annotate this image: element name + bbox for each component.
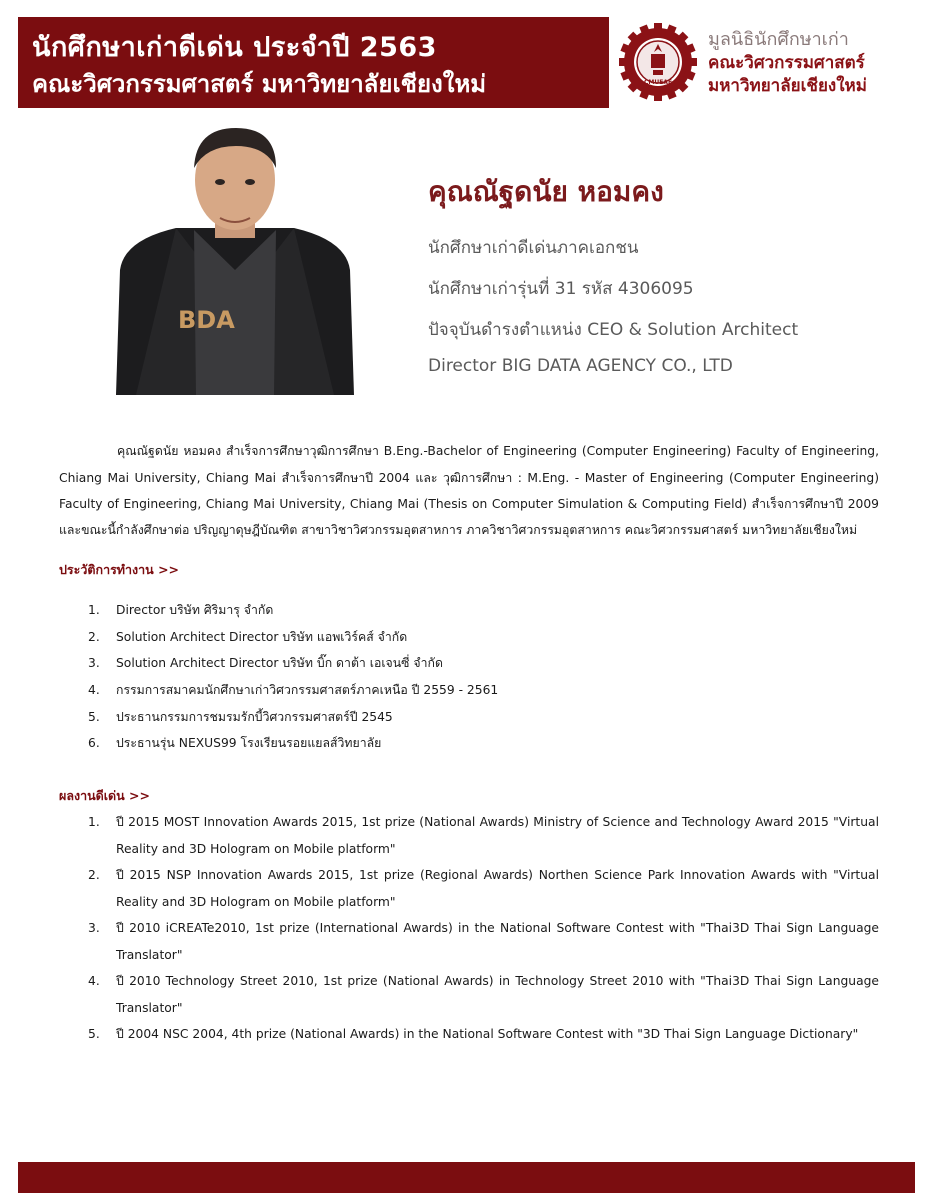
banner-title: นักศึกษาเก่าดีเด่น ประจำปี 2563 <box>32 32 437 63</box>
alumni-batch: นักศึกษาเก่ารุ่นที่ 31 รหัส 4306095 <box>428 279 694 299</box>
foundation-name <box>708 28 867 98</box>
work-history-heading: ประวัติการทำงาน >> <box>59 562 180 577</box>
footer-bar <box>18 1162 915 1193</box>
title-banner <box>18 17 609 108</box>
awards-list <box>59 809 879 1048</box>
work-history-item: 5. ประธานกรรมการชมรมรักบี้วิศวกรรมศาสตร์ปี 2545 <box>88 709 393 724</box>
work-history-list <box>59 597 879 757</box>
award-item: 5. ปี 2004 NSC 2004, 4th prize (National Awards) in the National Software Contest with "3D Thai Sign Language Dictionary" <box>88 1027 859 1041</box>
banner-subtitle: คณะวิศวกรรมศาสตร์ มหาวิทยาลัยเชียงใหม่ <box>32 70 487 98</box>
portrait-illustration <box>116 120 354 395</box>
award-item: 2. ปี 2015 NSP Innovation Awards 2015, 1st prize (Regional Awards) Northen Science Park Innovation Awards with "Virtual Reality and 3D Hologram on Mobile platform" <box>88 868 879 909</box>
profile-photo <box>116 120 354 395</box>
company-title: Director BIG DATA AGENCY CO., LTD <box>428 356 733 376</box>
award-item: 4. ปี 2010 Technology Street 2010, 1st prize (National Awards) in Technology Street 2010 with "Thai3D Thai Sign Language Translator" <box>88 974 879 1015</box>
work-history-item: 1. Director บริษัท ศิริมารุ จำกัด <box>88 603 274 617</box>
work-history-item: 6. ประธานรุ่น NEXUS99 โรงเรียนรอยแยลส์วิทยาลัย <box>88 736 382 751</box>
work-history-item: 3. Solution Architect Director บริษัท บิ๊ก ดาต้า เอเจนซี่ จำกัด <box>88 656 443 671</box>
award-category: นักศึกษาเก่าดีเด่นภาคเอกชน <box>428 238 639 258</box>
current-position: ปัจจุบันดำรงตำแหน่ง CEO & Solution Architect <box>428 320 799 340</box>
foundation-line-2: คณะวิศวกรรมศาสตร์ <box>708 53 865 73</box>
award-item: 3. ปี 2010 iCREATe2010, 1st prize (International Awards) in the National Software Contest with "Thai3D Thai Sign Language Translator" <box>88 921 879 962</box>
foundation-line-3: มหาวิทยาลัยเชียงใหม่ <box>708 76 867 96</box>
work-history-item: 4. กรรมการสมาคมนักศึกษาเก่าวิศวกรรมศาสตร์ภาคเหนือ ปี 2559 - 2561 <box>88 683 499 698</box>
foundation-line-1: มูลนิธินักศึกษาเก่า <box>708 29 849 50</box>
awards-heading: ผลงานดีเด่น >> <box>59 788 151 803</box>
award-item: 1. ปี 2015 MOST Innovation Awards 2015, 1st prize (National Awards) Ministry of Science and Technology Award 2015 "Virtual Reality and 3D Hologram on Mobile platform" <box>88 815 879 856</box>
biography-paragraph: คุณณัฐดนัย หอมคง สำเร็จการศึกษาวุฒิการศึกษา B.Eng.-Bachelor of Engineering (Computer Engineering) Faculty of Engineering, Chiang Mai University, Chiang Mai สำเร็จการศึกษาปี 2004 และ วุฒิการศึกษา : M.Eng. - Master of Engineering (Computer Engineering) Faculty of Engineering, Chiang Mai University, Chiang Mai (Thesis on Computer Simulation & Computing Field) สำเร็จการศึกษาปี 2009 และขณะนี้กำลังศึกษาต่อ ปริญญาดุษฎีบัณฑิต สาขาวิชาวิศวกรรมอุตสาหการ ภาควิชาวิศวกรรมอุตสาหการ คณะวิศวกรรมศาสตร์ มหาวิทยาลัยเชียงใหม่ <box>59 444 879 538</box>
foundation-seal-icon <box>618 22 698 102</box>
work-history-item: 2. Solution Architect Director บริษัท แอพเวิร์คส์ จำกัด <box>88 629 408 644</box>
shirt-print: BDA <box>178 306 235 334</box>
seal-text: CMUEAF <box>643 79 673 86</box>
alumnus-name: คุณณัฐดนัย หอมคง <box>428 175 664 208</box>
